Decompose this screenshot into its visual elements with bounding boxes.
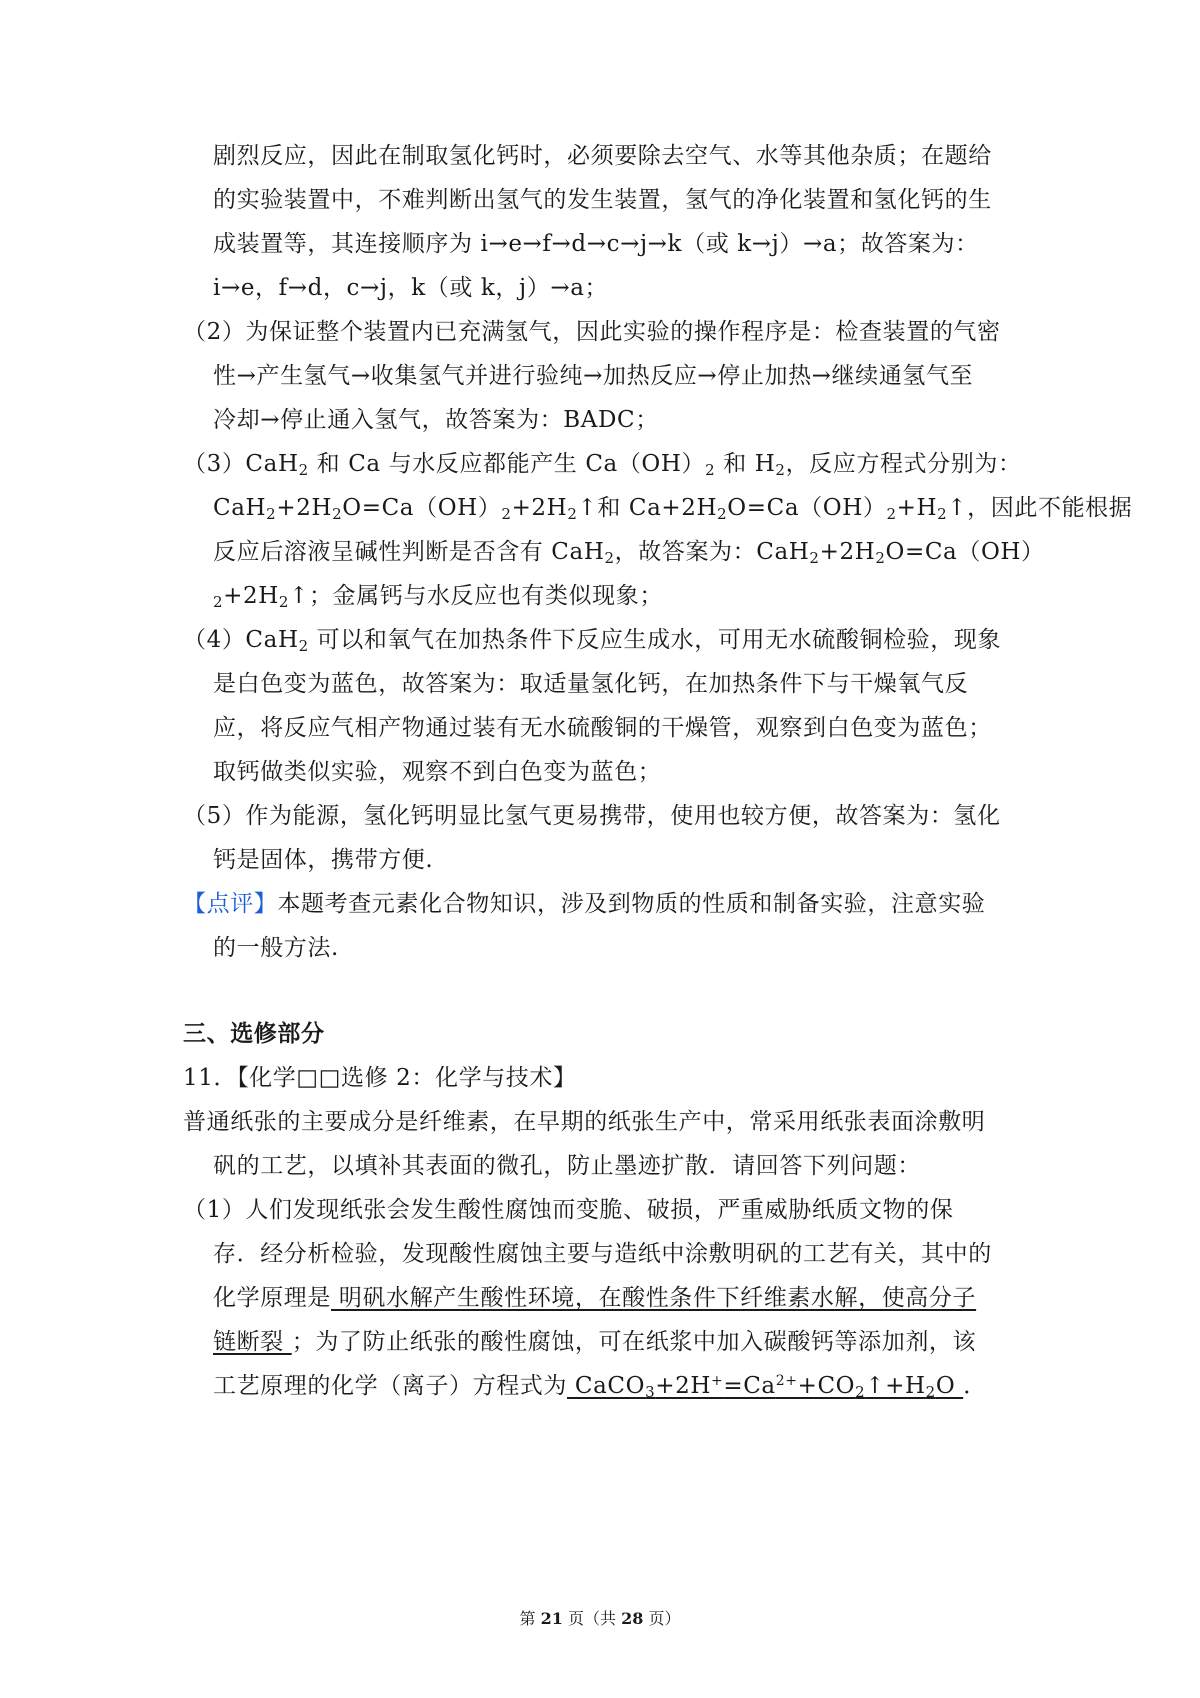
question-heading: 11．【化学□□选修 2：化学与技术】 [183,1065,577,1091]
answer-line: 化学原理是 明矾水解产生酸性环境，在酸性条件下纤维素水解，使高分子 [213,1285,977,1311]
text-line: 是白色变为蓝色，故答案为：取适量氢化钙，在加热条件下与干燥氧气反 [213,671,969,697]
section-heading: 三、选修部分 [183,1020,325,1047]
text-line: 剧烈反应，因此在制取氢化钙时，必须要除去空气、水等其他杂质；在题给 [213,143,992,169]
text-line: （1）人们发现纸张会发生酸性腐蚀而变脆、破损，严重威胁纸质文物的保 [183,1197,954,1223]
text-line-formula: （4）CaH$_2$ 可以和氧气在加热条件下反应生成水，可用无水硫酸铜检验，现象 [183,627,1002,655]
text-line: 应，将反应气相产物通过装有无水硫酸铜的干燥管，观察到白色变为蓝色； [213,715,992,741]
comment-tag: 【点评】 [183,891,278,917]
text-line-formula: （3）CaH$_2$ 和 Ca 与水反应都能产生 $Ca(OH)_2$ 和 $H_2$，反应方程式分别为： [183,451,1022,479]
answer-line: 链断裂 ；为了防止纸张的酸性腐蚀，可在纸浆中加入碳酸钙等添加剂，该 [213,1329,977,1355]
answer-blank: 链断裂 [213,1329,292,1355]
text-line: 取钙做类似实验，观察不到白色变为蓝色； [213,759,662,785]
answer-blank: $CaCO_3+2H^+=Ca^{2+}+CO_2↑+H_2O$ [567,1373,964,1401]
answer-blank: 明矾水解产生酸性环境，在酸性条件下纤维素水解，使高分子 [331,1285,977,1311]
text-line: 的一般方法. [213,935,339,961]
text-line: 矾的工艺，以填补其表面的微孔，防止墨迹扩散．请回答下列问题： [213,1153,921,1179]
text-line: 成装置等，其连接顺序为 i→e→f→d→c→j→k（或 k→j）→a；故答案为： [213,231,979,257]
text-line: 钙是固体，携带方便. [213,847,434,873]
text-line-formula: $CaH_2+2H_2O=Ca(OH)_2+2H_2↑$和 $Ca+2H_2O=Ca(OH)_2+H_2↑$，因此不能根据 [213,495,1133,523]
answer-line: 工艺原理的化学（离子）方程式为 $CaCO_3+2H^+=Ca^{2+}+CO_2↑+H_2O$ ． [213,1373,987,1401]
text-line: （2）为保证整个装置内已充满氢气，因此实验的操作程序是：检查装置的气密 [183,319,1001,345]
page-footer: 第 21 页（共 28 页） [519,1609,681,1628]
text-line-formula: $_2+2H_2↑$；金属钙与水反应也有类似现象； [213,583,663,611]
page-total: 28 [621,1609,644,1628]
text-line: 性→产生氢气→收集氢气并进行验纯→加热反应→停止加热→继续通氢气至 [213,363,974,389]
text-line: 普通纸张的主要成分是纤维素，在早期的纸张生产中，常采用纸张表面涂敷明 [183,1109,986,1135]
text-line: 冷却→停止通入氢气，故答案为：BADC； [213,407,659,433]
text-line: （5）作为能源，氢化钙明显比氢气更易携带，使用也较方便，故答案为：氢化 [183,803,1001,829]
text-line-formula: 反应后溶液呈碱性判断是否含有 CaH$_2$，故答案为：$CaH_2+2H_2O=Ca(OH)$ [213,539,1045,567]
comment-line: 【点评】本题考查元素化合物知识，涉及到物质的性质和制备实验，注意实验 [183,891,986,917]
text-line: 存．经分析检验，发现酸性腐蚀主要与造纸中涂敷明矾的工艺有关，其中的 [213,1241,992,1267]
text-line: i→e，f→d，c→j，k（或 k，j）→a； [213,275,609,301]
text-line: 的实验装置中，不难判断出氢气的发生装置，氢气的净化装置和氢化钙的生 [213,187,992,213]
page-number: 21 [540,1609,563,1628]
